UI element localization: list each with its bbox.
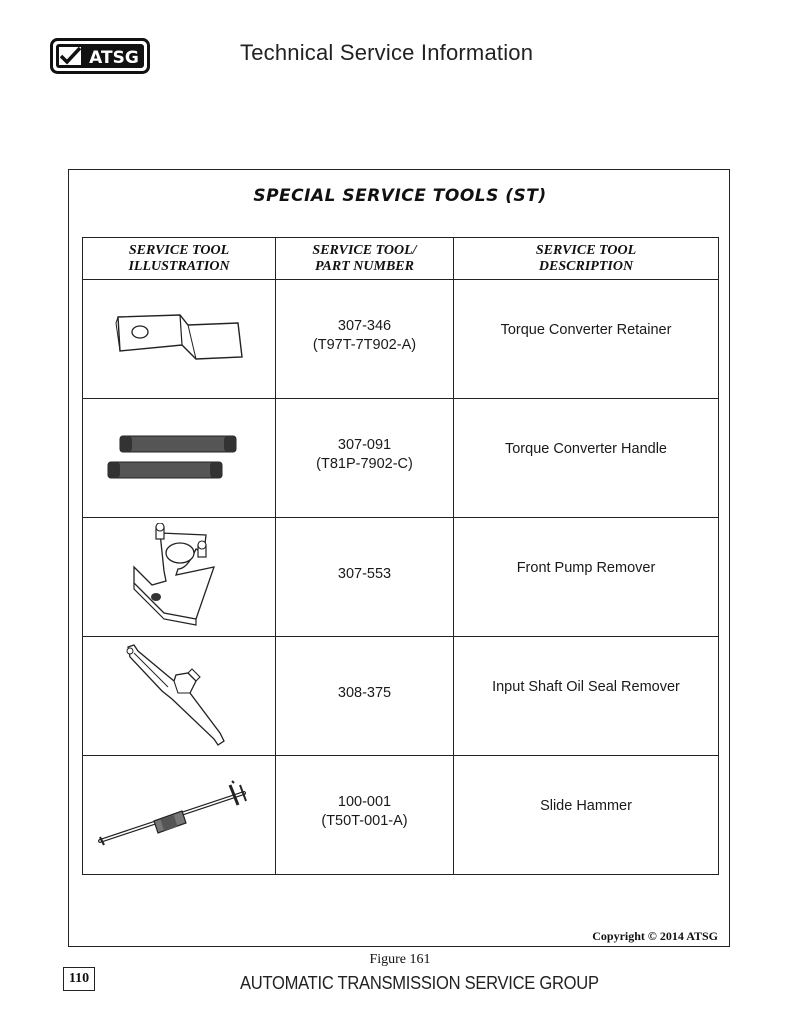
section-heading: SPECIAL SERVICE TOOLS (ST) [253, 186, 547, 206]
table-row [83, 518, 719, 637]
header-part-number: SERVICE TOOL/ PART NUMBER [276, 238, 454, 280]
slide-hammer-icon [83, 756, 276, 875]
header-description: SERVICE TOOL DESCRIPTION [454, 238, 719, 280]
atsg-logo [50, 38, 150, 74]
handle-bars-icon [83, 399, 276, 518]
part-number-cell: 100-001 (T50T-001-A) [276, 756, 454, 875]
table-row [83, 280, 719, 399]
seal-remover-icon [83, 637, 276, 756]
header-illustration: SERVICE TOOL ILLUSTRATION [83, 238, 276, 280]
pump-remover-icon [83, 518, 276, 637]
description-cell: Torque Converter Retainer [454, 280, 719, 399]
table-row [83, 756, 719, 875]
description-cell: Input Shaft Oil Seal Remover [454, 637, 719, 756]
table-row [83, 637, 719, 756]
logo-text: ATSG [89, 48, 139, 68]
description-cell: Torque Converter Handle [454, 399, 719, 518]
table-header-row [83, 238, 719, 280]
page-number: 110 [63, 967, 95, 991]
copyright-notice: Copyright © 2014 ATSG [592, 929, 718, 943]
part-number-cell: 308-375 [276, 637, 454, 756]
description-cell: Front Pump Remover [454, 518, 719, 637]
footer-organization: AUTOMATIC TRANSMISSION SERVICE GROUP [240, 973, 599, 993]
table-row [83, 399, 719, 518]
part-number-cell: 307-346 (T97T-7T902-A) [276, 280, 454, 399]
service-tools-table [82, 237, 719, 875]
page-header-title: Technical Service Information [240, 40, 534, 65]
figure-caption: Figure 161 [369, 952, 431, 967]
part-number-cell: 307-553 [276, 518, 454, 637]
description-cell: Slide Hammer [454, 756, 719, 875]
retainer-bracket-icon [83, 280, 276, 399]
part-number-cell: 307-091 (T81P-7902-C) [276, 399, 454, 518]
